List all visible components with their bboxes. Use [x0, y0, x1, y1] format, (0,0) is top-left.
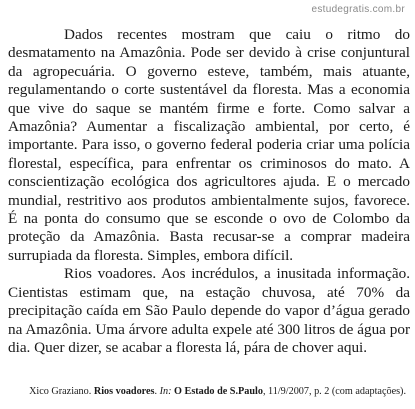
citation-details: , 11/9/2007, p. 2 (com adaptações).	[262, 386, 406, 397]
paragraph-1: Dados recentes mostram que caiu o ritmo do desmatamento na Amazônia. Pode ser devido à crise conjuntural da agropecuária. O governo esteve, também, mais atuante, regulamentando o corte sustentável da floresta. Mas a economia que vive do saque se mantém firme e forte. Como salvar a Amazônia? Aumentar a fiscalização ambiental, por certo, é importante. Para isso, o governo federal poderia criar uma polícia florestal, específica, para enfrentar os criminosos do mato. A conscientização ecológica dos agricultores ajuda. E o mercado mundial, restritivo aos produtos ambientalmente sujos, favorece. É na ponta do consumo que se esconde o ovo de Colombo da proteção da Amazônia. Basta recusar-se a comprar madeira surrupiada da floresta. Simples, embora difícil.	[8, 26, 410, 264]
citation-source: O Estado de S.Paulo	[174, 386, 263, 397]
paragraph-2: Rios voadores. Aos incrédulos, a inusitada informação. Cientistas estimam que, na estação chuvosa, até 70% da precipitação caída em São Paulo depende do vapor d’água gerado na Amazônia. Uma árvore adulta expele até 300 litros de água por dia. Quer dizer, se acabar a floresta lá, pára de chover aqui.	[8, 265, 410, 356]
citation-title: Rios voadores	[93, 386, 155, 397]
watermark: estudegratis.com.br	[311, 4, 405, 15]
citation-author: Xico Graziano.	[29, 386, 92, 397]
article-text	[8, 26, 410, 357]
citation	[0, 386, 406, 398]
citation-in-label: In:	[159, 386, 172, 397]
citation-separator: .	[154, 386, 160, 397]
